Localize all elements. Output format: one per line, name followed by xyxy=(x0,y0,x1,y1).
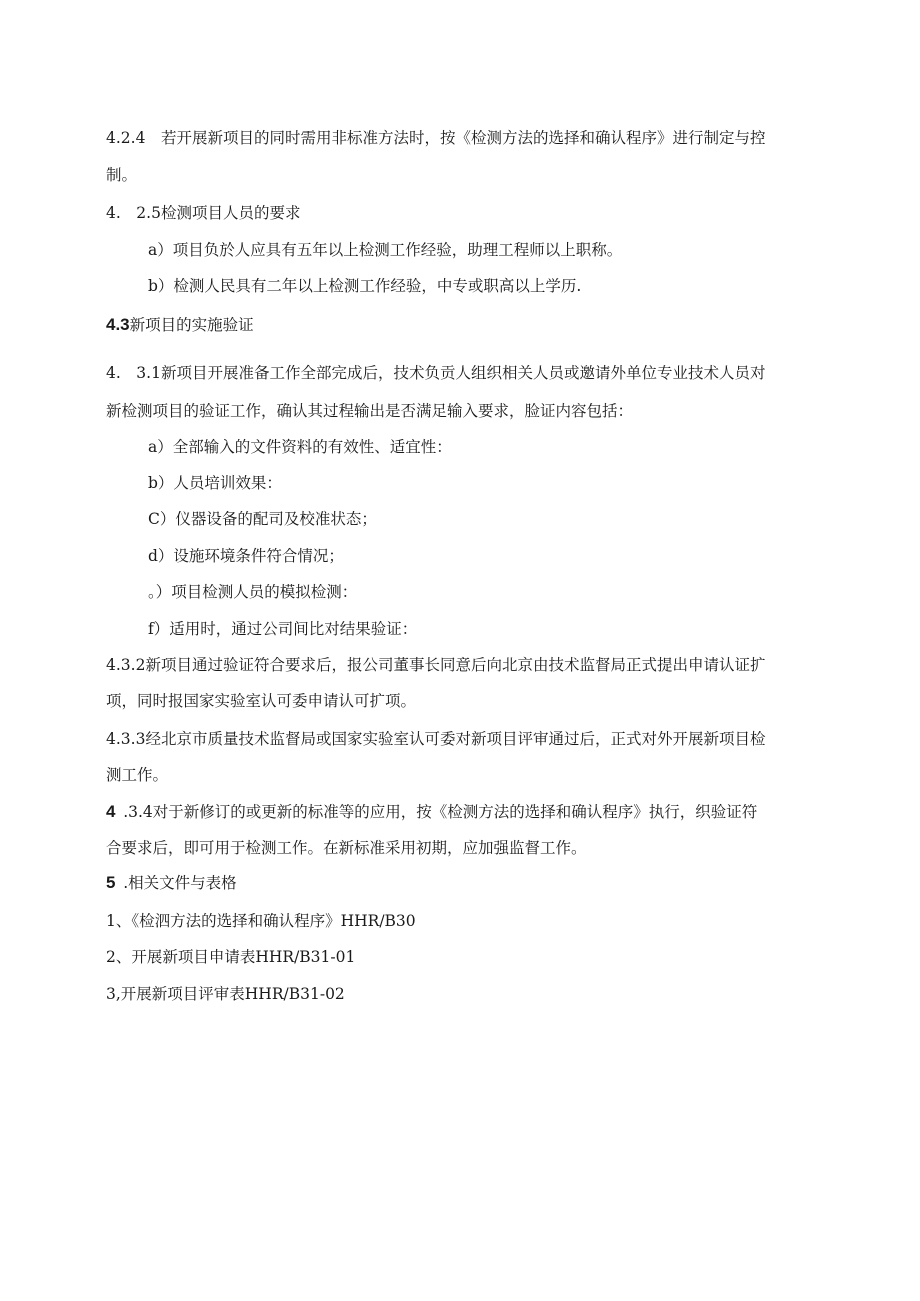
list-item: b）人员培训效果： xyxy=(148,474,282,492)
para-4-3-2-line-2: 项，同时报国家实验室认可委申请认可扩项。 xyxy=(106,692,417,710)
para-4-2-5-item-a: a）项目负於人应具有五年以上检测工作经验，助理工程师以上职称。 xyxy=(148,241,623,259)
para-4-2-5-item-b: b）检测人民具有二年以上检测工作经验，中专或职高以上学历. xyxy=(148,277,582,295)
list-item: f）适用时，通过公司间比对结果验证： xyxy=(148,620,418,638)
section-5-number: 5 xyxy=(106,873,116,892)
para-4-3-1-line-2: 新检测项目的验证工作，确认其过程输出是否满足输入要求，脸证内容包括： xyxy=(106,402,634,420)
section-4-3-heading xyxy=(106,315,254,335)
section-5-title: .相关文件与表格 xyxy=(115,874,237,892)
para-4-2-4-line-2: 制。 xyxy=(106,166,138,184)
list-item: d）设施环境条件符合情况； xyxy=(148,547,344,565)
list-item: a）全部输入的文件资料的有效性、适宜性： xyxy=(148,438,452,456)
para-4-3-4-line-1 xyxy=(106,802,757,822)
para-4-2-5-heading: 4. 2.5检测项目人员的要求 xyxy=(106,204,301,222)
para-4-3-4-number: 4 xyxy=(106,802,116,821)
para-4-2-4-line-1: 4.2.4 若开展新项目的同时需用非标准方法时，按《检测方法的选择和确认程序》进行制定与控 xyxy=(106,129,766,147)
reference-item: 2、开展新项目申请表HHR/B31-01 xyxy=(106,948,356,966)
section-4-3-title: 新项目的实施验证 xyxy=(129,316,254,334)
reference-item: 3,开展新项目评审表HHR/B31-02 xyxy=(106,985,345,1003)
para-4-3-1-line-1: 4. 3.1新项目开展准备工作全部完成后，技术负贡人组织相关人员或邀请外单位专业技术人员对 xyxy=(106,364,766,382)
para-4-3-2-line-1: 4.3.2新项目通过验证符合要求后，报公司董事长同意后向北京由技术监督局正式提出申请认证扩 xyxy=(106,656,766,674)
para-4-3-4-text: .3.4对于新修订的或更新的标准等的应用，按《检测方法的选择和确认程序》执行，织验证符 xyxy=(115,803,758,821)
para-4-3-4-line-2: 合要求后，即可用于检测工作。在新标准采用初期，应加强监督工作。 xyxy=(106,839,587,857)
para-4-3-3-line-2: 测工作。 xyxy=(106,766,169,784)
reference-item: 1、《检泗方法的选择和确认程序》HHR/B30 xyxy=(106,912,416,930)
section-5-heading xyxy=(106,873,237,893)
para-4-3-3-line-1: 4.3.3经北京市质量技术监督局或国家实验室认可委对新项目评审通过后，正式对外开展新项目检 xyxy=(106,730,766,748)
list-item: 。）项目检测人员的模拟检测： xyxy=(148,583,358,601)
section-4-3-number: 4.3 xyxy=(106,315,130,334)
list-item: C）仪器设备的配司及校准状态； xyxy=(148,510,377,528)
